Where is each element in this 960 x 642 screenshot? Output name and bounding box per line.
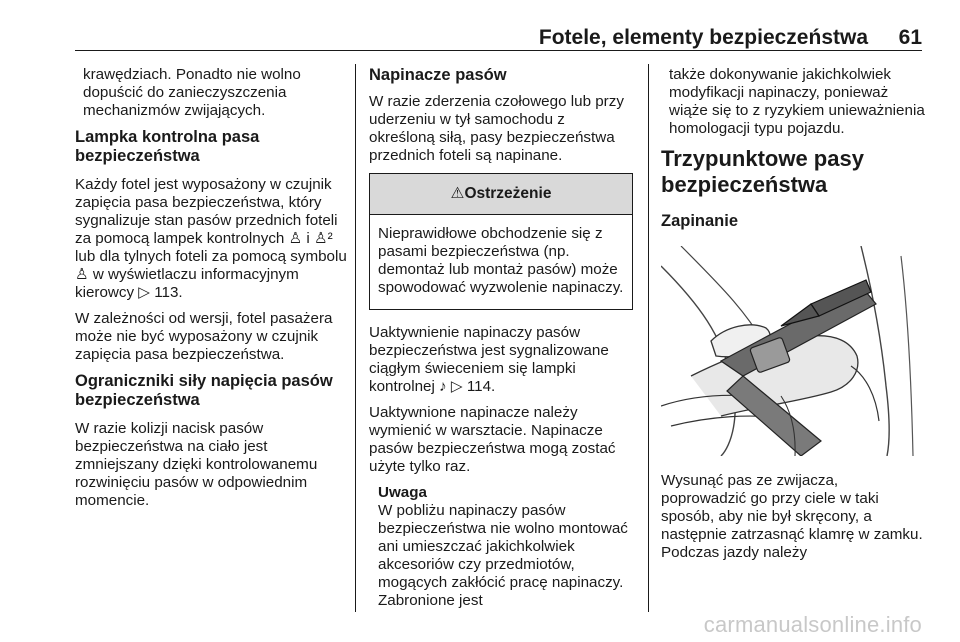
note-text: W pobliżu napinaczy pasów bezpieczeństwa nie wolno montować ani umieszczać jakichkolwiek akcesoriów czy przedmiotów, mogących zakłócić pracę napinaczy. Zabronione jest	[378, 502, 628, 609]
heading-ograniczniki: Ograniczniki siły napięcia pasów bezpieczeństwa	[75, 372, 333, 409]
page-number: 61	[898, 26, 922, 49]
paragraph: Uaktywnione napinacze należy wymienić w warsztacie. Napinacze pasów bezpieczeństwa mogą zostać użyte tylko raz.	[369, 404, 616, 475]
paragraph: W zależności od wersji, fotel pasażera może nie być wyposażony w czujnik zapięcia pasa bezpieczeństwa.	[75, 310, 333, 363]
paragraph: Wysunąć pas ze zwijacza, poprowadzić go przy ciele w taki sposób, aby nie był skręcony, a następnie zatrzasnąć klamrę w zamku. Podczas jazdy należy	[661, 472, 923, 561]
seatbelt-icon: ♙	[288, 230, 303, 247]
warning-text: Nieprawidłowe obchodzenie się z pasami bezpieczeństwa (np. demontaż lub montaż pasów) może spowodować wyzwolenie napinaczy.	[378, 225, 624, 296]
note-box	[369, 484, 633, 610]
heading-lampka: Lampka kontrolna pasa bezpieczeństwa	[75, 128, 260, 165]
note-title: Uwaga	[378, 484, 427, 501]
paragraph: także dokonywanie jakichkolwiek modyfikacji napinaczy, ponieważ wiąże się to z ryzykiem unieważnienia homologacji typu pojazdu.	[669, 66, 925, 137]
warning-box	[369, 173, 633, 310]
seatbelt-rear-icon: ♙²	[314, 230, 333, 247]
ref-arrow-icon: ▷	[450, 378, 463, 395]
seatbelt-illustration	[661, 246, 925, 456]
warning-title: Ostrzeżenie	[464, 185, 552, 202]
heading-trzypunktowe: Trzypunktowe pasy bezpieczeństwa	[661, 146, 864, 197]
ref-arrow-icon: ▷	[138, 284, 150, 301]
paragraph: krawędziach. Ponadto nie wolno dopuścić do zanieczyszczenia mechanizmów zwijających.	[83, 66, 301, 119]
seatbelt-icon: ♙	[75, 266, 89, 283]
paragraph: W razie zderzenia czołowego lub przy uderzeniu w tył samochodu z określoną siłą, pasy bezpieczeństwa przednich foteli są napinane.	[369, 93, 624, 164]
warning-header	[370, 174, 632, 215]
column-2	[369, 66, 633, 610]
column-divider	[648, 64, 649, 612]
airbag-warning-icon: ♪	[439, 378, 447, 395]
page-reference[interactable]: 113.	[154, 284, 183, 301]
column-3	[661, 66, 925, 570]
heading-napinacze: Napinacze pasów	[369, 66, 507, 84]
paragraph-lampka: Każdy fotel jest wyposażony w czujnik zapięcia pasa bezpieczeństwa, który sygnalizuje stan pasów przednich foteli za pomocą lampek kontrolnych ♙ i ♙² lub dla tylnych foteli za pomocą symbolu ♙ w wyświetlaczu informacyjnym kierowcy ▷ 113.	[75, 176, 347, 301]
header-rule	[75, 50, 922, 51]
header-title: Fotele, elementy bezpieczeństwa	[538, 26, 868, 49]
watermark: carmanualsonline.info	[703, 612, 922, 637]
paragraph: Uaktywnienie napinaczy pasów bezpieczeństwa jest sygnalizowane ciągłym świeceniem się lampki kontrolnej ♪ ▷ 114.	[369, 324, 609, 395]
column-divider	[355, 64, 356, 612]
column-1	[75, 66, 347, 518]
warning-icon: ⚠	[450, 185, 465, 202]
paragraph: W razie kolizji nacisk pasów bezpieczeństwa na ciało jest zmniejszany dzięki kontrolowanemu rozwinięciu pasów w odpowiednim momencie.	[75, 420, 318, 509]
page-reference[interactable]: 114.	[466, 378, 496, 395]
heading-zapinanie: Zapinanie	[661, 212, 739, 230]
